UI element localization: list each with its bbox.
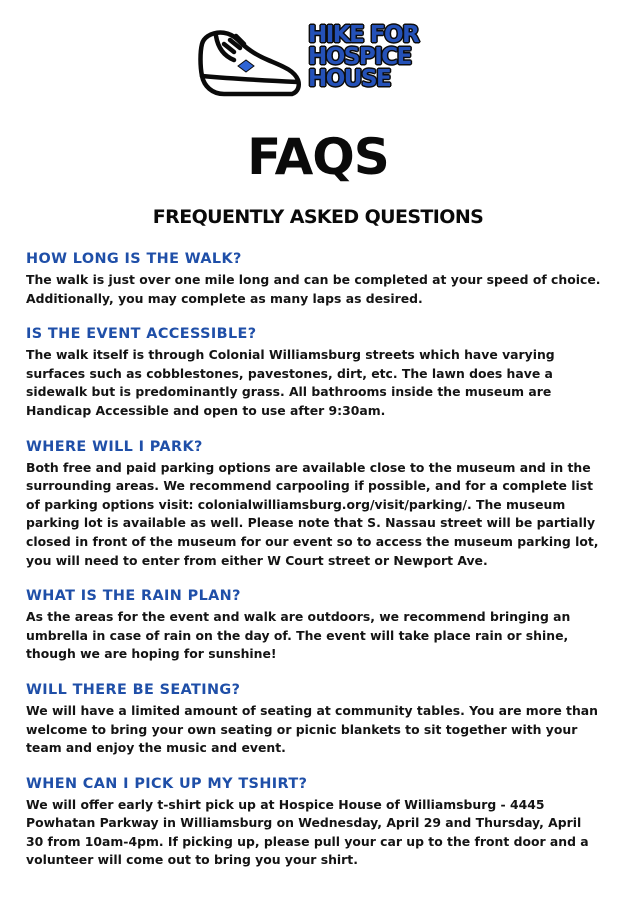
answer-line: Additionally, you may complete as many laps as desired. <box>26 290 423 306</box>
faq-item <box>26 679 616 758</box>
answer-line: Powhatan Parkway in Williamsburg on Wednesday, April 29 and Thursday, April <box>26 815 582 831</box>
faq-answer <box>26 459 616 571</box>
answer-line: of parking options visit: colonialwilliamsburg.org/visit/parking/. The museum <box>26 496 566 512</box>
faq-question: WHAT IS THE RAIN PLAN? <box>26 588 241 605</box>
answer-line: though we are hoping for sunshine! <box>26 646 277 662</box>
faq-answer <box>26 346 616 420</box>
faq-answer <box>26 271 616 308</box>
answer-line: closed in front of the museum for our event so to access the museum parking lot, <box>26 533 599 549</box>
answer-line: As the areas for the event and walk are outdoors, we recommend bringing an <box>26 609 571 625</box>
answer-line: you will need to enter from either W Court street or Newport Ave. <box>26 552 488 568</box>
logo-line: HOUSE <box>308 66 391 92</box>
logo-line: HOSPICE <box>308 44 411 70</box>
faq-answer <box>26 608 616 664</box>
faq-question: IS THE EVENT ACCESSIBLE? <box>26 326 257 343</box>
faq-item <box>26 323 616 420</box>
faq-item <box>26 248 616 308</box>
answer-line: Both free and paid parking options are available close to the museum and in the <box>26 459 591 475</box>
answer-line: surfaces such as cobblestones, pavestones, dirt, etc. The lawn does have a <box>26 365 553 381</box>
faq-question: WILL THERE BE SEATING? <box>26 681 241 698</box>
answer-line: The walk itself is through Colonial Williamsburg streets which have varying <box>26 347 555 363</box>
faq-item <box>26 585 616 664</box>
faq-question: WHERE WILL I PARK? <box>26 438 203 455</box>
faq-answer <box>26 702 616 758</box>
answer-line: The walk is just over one mile long and can be completed at your speed of choice. <box>26 272 601 287</box>
answer-line: volunteer will come out to bring you your shirt. <box>26 852 358 868</box>
answer-line: We will have a limited amount of seating at community tables. You are more than <box>26 702 598 718</box>
answer-line: 30 from 10am-4pm. If picking up, please pull your car up to the front door and a <box>26 833 589 849</box>
sneaker-icon <box>194 22 306 102</box>
logo-wordmark <box>308 24 448 90</box>
answer-line: umbrella in case of rain on the day of. The event will take place rain or shine, <box>26 627 569 643</box>
page-title: FAQS <box>247 128 389 186</box>
answer-line: surrounding areas. We recommend carpooling if possible, and for a complete list <box>26 478 594 494</box>
page-subtitle: FREQUENTLY ASKED QUESTIONS <box>152 206 484 228</box>
answer-line: sidewalk but is predominantly grass. All bathrooms inside the museum are <box>26 384 552 400</box>
logo-line: HIKE FOR <box>308 22 419 48</box>
faq-item <box>26 773 616 870</box>
faq-list <box>26 248 616 870</box>
logo-header <box>0 14 636 104</box>
faq-item <box>26 436 616 571</box>
answer-line: team and enjoy the music and event. <box>26 740 286 756</box>
faq-answer <box>26 796 616 870</box>
faq-question: WHEN CAN I PICK UP MY TSHIRT? <box>26 775 308 792</box>
answer-line: Handicap Accessible and open to use after 9:30am. <box>26 402 386 418</box>
answer-line: We will offer early t-shirt pick up at Hospice House of Williamsburg - 4445 <box>26 796 545 812</box>
answer-line: parking lot is available as well. Please note that S. Nassau street will be partially <box>26 515 596 531</box>
answer-line: welcome to bring your own seating or picnic blankets to sit together with your <box>26 721 578 737</box>
faq-question: HOW LONG IS THE WALK? <box>26 251 242 267</box>
